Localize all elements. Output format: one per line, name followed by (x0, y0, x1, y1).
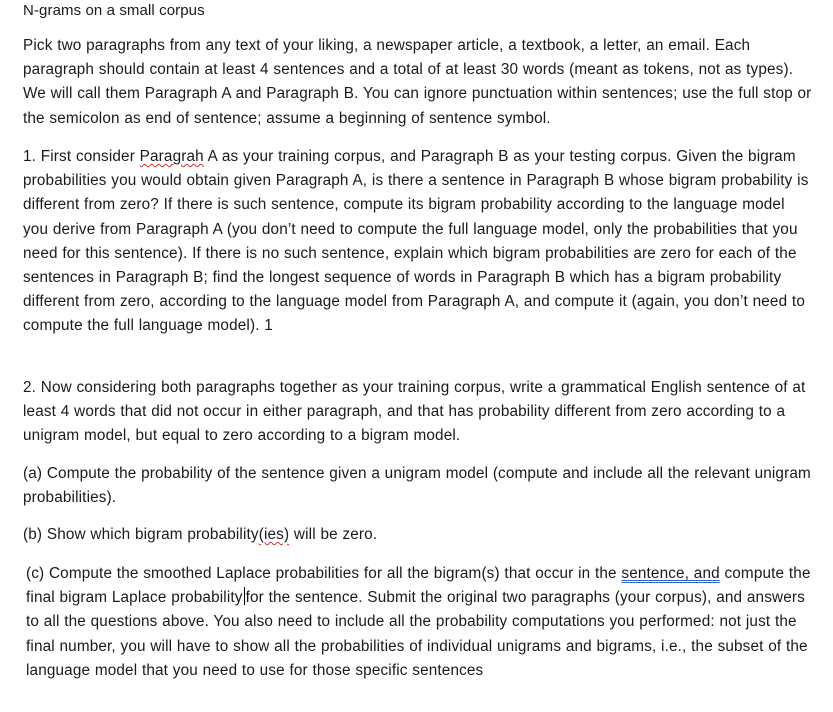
question-2c-text-end: for the sentence. Submit the original two paragraphs (your corpus), and answers to all the questions above. You also need to include all the probability computations you performed: not just the final number, you will have to show all the probabilities of individual unigrams and bigrams, i.e., the subset of the language model that you need to use for those specific sentences (26, 589, 808, 679)
question-2b-paragraph[interactable] (23, 523, 813, 547)
question-2a-paragraph[interactable]: (a) Compute the probability of the sentence given a unigram model (compute and include all the relevant unigram probabilities). (23, 465, 811, 507)
question-1-text-start: 1. First consider (23, 148, 140, 165)
grammar-flag-phrase[interactable]: sentence, and (621, 565, 720, 582)
text-cursor (244, 587, 245, 605)
question-2b-text-end: will be zero. (289, 526, 378, 543)
spelling-error-word[interactable]: Paragrah (139, 148, 204, 165)
question-2c-text-start: (c) Compute the smoothed Laplace probabilities for all the bigram(s) that occur in the (26, 565, 622, 582)
question-2c-paragraph[interactable] (26, 562, 816, 683)
question-2c-text-middle: compute the final bigram Laplace probability (26, 565, 811, 607)
question-2b-text-start: (b) Show which bigram probability (23, 526, 259, 543)
question-2-paragraph[interactable]: 2. Now considering both paragraphs together as your training corpus, write a grammatical English sentence of at least 4 words that did not occur in either paragraph, and that has probability different from zero according to a unigram model, but equal to zero according to a bigram model. (23, 379, 806, 445)
intro-paragraph[interactable]: Pick two paragraphs from any text of your liking, a newspaper article, a textbook, a letter, an email. Each paragraph should contain at least 4 sentences and a total of at least 30 words (meant as tokens, not as types). We will call them Paragraph A and Paragraph B. You can ignore punctuation within sentences; use the full stop or the semicolon as end of sentence; assume a beginning of sentence symbol. (23, 37, 812, 127)
document-title: N-grams on a small corpus (23, 2, 205, 19)
spelling-error-suffix[interactable]: (ies) (258, 526, 290, 543)
question-1-text-rest: A as your training corpus, and Paragraph B as your testing corpus. Given the bigram probabilities you would obtain given Paragraph A, is there a sentence in Paragraph B whose bigram probability is different from zero? If there is such sentence, compute its bigram probability according to the language model you derive from Paragraph A (you don’t need to compute the full language model, only the probabilities that you need for this sentence). If there is no such sentence, explain which bigram probabilities are zero for each of the sentences in Paragraph B; find the longest sequence of words in Paragraph B which has a bigram probability different from zero, according to the language model from Paragraph A, and compute it (again, you don’t need to compute the full language model). 1 (23, 148, 809, 335)
question-1-paragraph[interactable] (23, 145, 813, 339)
